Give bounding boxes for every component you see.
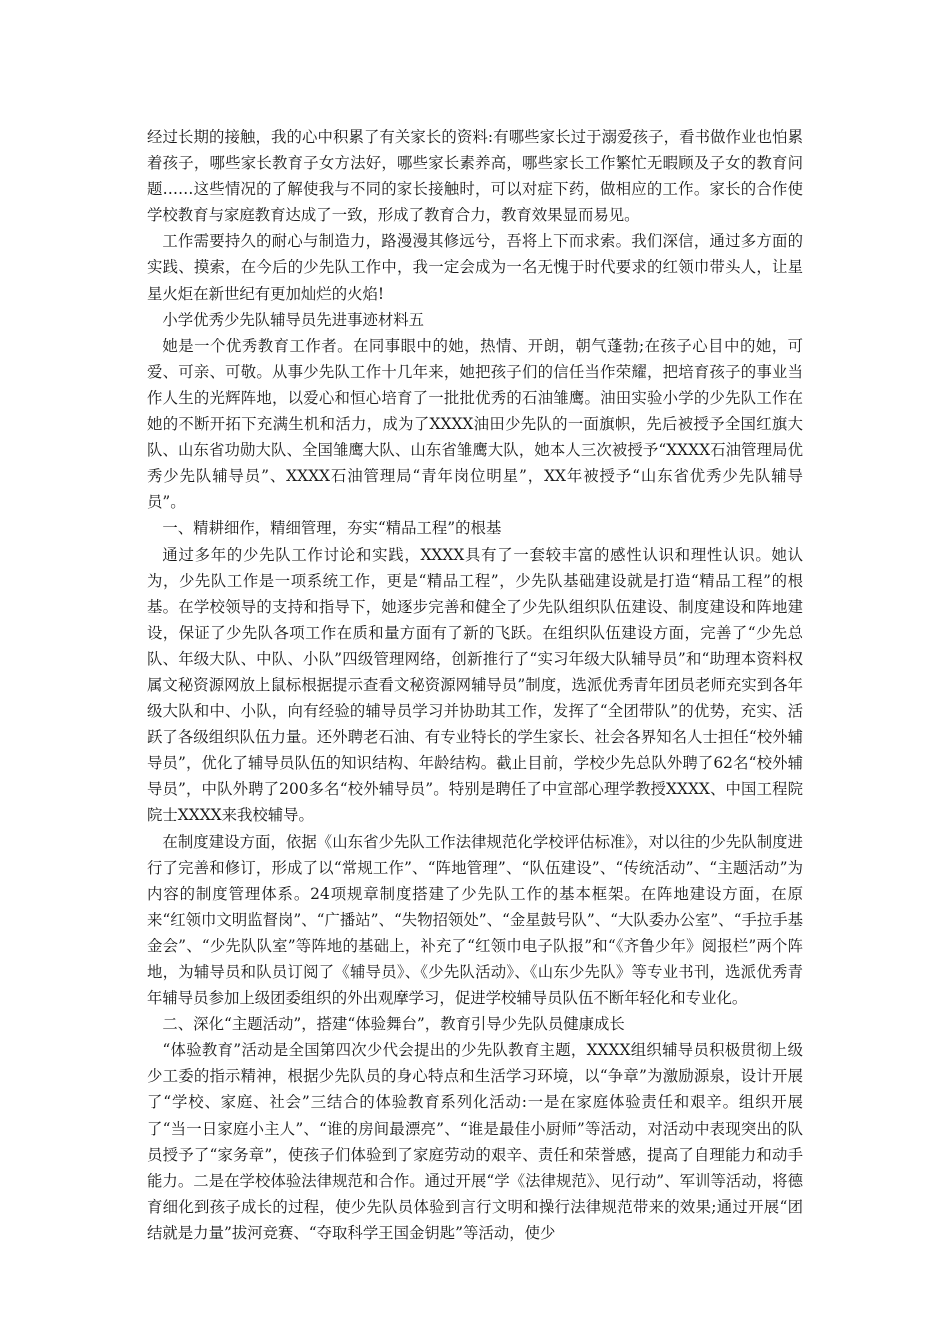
paragraph-parent-cooperation: 经过长期的接触，我的心中积累了有关家长的资料:有哪些家长过于溺爱孩子，看书做作业也怕累着孩子，哪些家长教育子女方法好，哪些家长素养高，哪些家长工作繁忙无暇顾及子女的教育问题……这些情况的了解使我与不同的家长接触时，可以对症下药，做相应的工作。家长的合作使学校教育与家庭教育达成了一致，形成了教育合力，教育效果显而易见。 <box>147 128 803 225</box>
document-body <box>147 124 803 1246</box>
heading-one: 一、精耕细作，精细管理，夯实“精品工程”的根基 <box>162 519 502 538</box>
paragraph-experience-education: “体验教育”活动是全国第四次少代会提出的少先队教育主题，XXXX组织辅导员积极贯彻上级少工委的指示精神，根据少先队员的身心特点和生活学习环境，以“争章”为激励源泉，设计开展了“学校、家庭、社会”三结合的体验教育系列化活动:一是在家庭体验责任和艰辛。组织开展了“当一日家庭小主人”、“谁的房间最漂亮”、“谁是最佳小厨师”等活动，对活动中表现突出的队员授予了“家务章”，使孩子们体验到了家庭劳动的艰辛、责任和荣誉感，提高了自理能力和动手能力。二是在学校体验法律规范和合作。通过开展“学《法律规范》、见行动”、军训等活动，将德育细化到孩子成长的过程，使少先队员体验到言行文明和操行法律规范带来的效果;通过开展“团结就是力量”拔河竞赛、“夺取科学王国金钥匙”等活动，使少 <box>147 1041 803 1242</box>
section-title: 小学优秀少先队辅导员先进事迹材料五 <box>162 310 425 329</box>
paragraph-team-building: 通过多年的少先队工作讨论和实践，XXXX具有了一套较丰富的感性认识和理性认识。她认为，少先队工作是一项系统工作，更是“精品工程”，少先队基础建设就是打造“精品工程”的根基。在学校领导的支持和指导下，她逐步完善和健全了少先队组织队伍建设、制度建设和阵地建设，保证了少先队各项工作在质和量方面有了新的飞跃。在组织队伍建设方面，完善了“少先总队、年级大队、中队、小队”四级管理网络，创新推行了“实习年级大队辅导员”和“助理本资料权属文秘资源网放上鼠标根据提示查看文秘资源网辅导员”制度，选派优秀青年团员老师充实到各年级大队和中、小队，向有经验的辅导员学习并协助其工作，发挥了“全团带队”的优势，充实、活跃了各级组织队伍力量。还外聘老石油、有专业特长的学生家长、社会各界知名人士担任“校外辅导员”，优化了辅导员队伍的知识结构、年龄结构。截止目前，学校少先总队外聘了62名“校外辅导员”，中队外聘了200多名“校外辅导员”。特别是聘任了中宣部心理学教授XXXX、中国工程院院士XXXX来我校辅导。 <box>147 545 803 825</box>
paragraph-intro: 她是一个优秀教育工作者。在同事眼中的她，热情、开朗，朝气蓬勃;在孩子心目中的她，可爱、可亲、可敬。从事少先队工作十几年来，她把孩子们的信任当作荣耀，把培育孩子的事业当作人生的光辉阵地，以爱心和恒心培育了一批批优秀的石油雏鹰。油田实验小学的少先队工作在她的不断开拓下充满生机和活力，成为了XXXX油田少先队的一面旗帜，先后被授予全国红旗大队、山东省功勋大队、全国雏鹰大队、山东省雏鹰大队，她本人三次被授予“XXXX石油管理局优秀少先队辅导员”、XXXX石油管理局“青年岗位明星”，XX年被授予“山东省优秀少先队辅导员”。 <box>147 336 803 512</box>
heading-two: 二、深化“主题活动”，搭建“体验舞台”，教育引导少先队员健康成长 <box>162 1015 625 1034</box>
paragraph-system-building: 在制度建设方面，依据《山东省少先队工作法律规范化学校评估标准》，对以往的少先队制度进行了完善和修订，形成了以“常规工作”、“阵地管理”、“队伍建设”、“传统活动”、“主题活动”为内容的制度管理体系。24项规章制度搭建了少先队工作的基本框架。在阵地建设方面，在原来“红领巾文明监督岗”、“广播站”、“失物招领处”、“金星鼓号队”、“大队委办公室”、“手拉手基金会”、“少先队队室”等阵地的基础上，补充了“红领巾电子队报”和“《齐鲁少年》阅报栏”两个阵地，为辅导员和队员订阅了《辅导员》、《少先队活动》、《山东少先队》等专业书刊，选派优秀青年辅导员参加上级团委组织的外出观摩学习，促进学校辅导员队伍不断年轻化和专业化。 <box>147 832 804 1008</box>
paragraph-perseverance: 工作需要持久的耐心与制造力，路漫漫其修远兮，吾将上下而求索。我们深信，通过多方面的实践、摸索，在今后的少先队工作中，我一定会成为一名无愧于时代要求的红领巾带头人，让星星火炬在新世纪有更加灿烂的火焰! <box>147 232 803 303</box>
